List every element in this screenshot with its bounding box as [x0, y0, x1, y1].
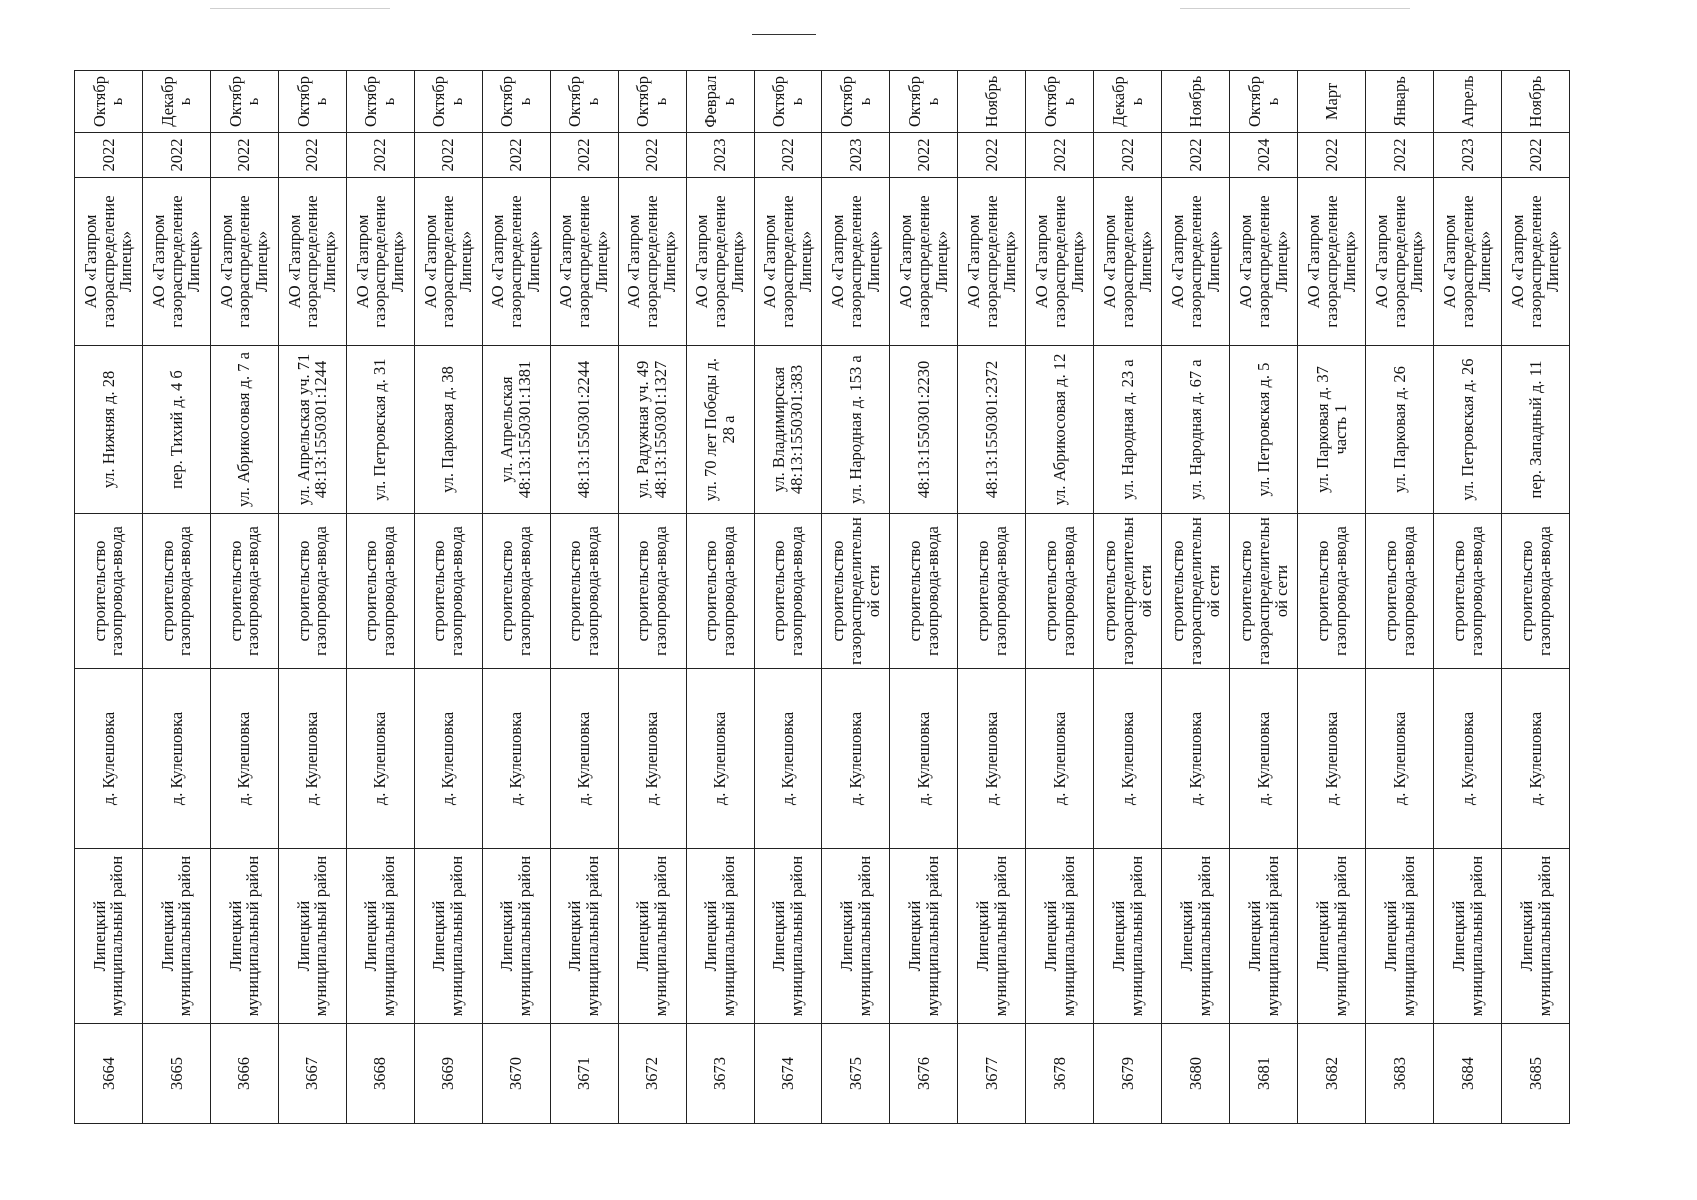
- table-row: [686, 71, 754, 1124]
- work-type-cell: строительство газопровода-ввода: [1502, 514, 1570, 669]
- table-row: [482, 71, 550, 1124]
- organization-cell: АО «Газпром газораспределение Липецк»: [210, 178, 278, 346]
- work-type-cell: строительство газопровода-ввода: [1366, 514, 1434, 669]
- organization-cell: АО «Газпром газораспределение Липецк»: [75, 178, 143, 346]
- month-cell: Октябрь: [890, 71, 958, 133]
- organization-cell: АО «Газпром газораспределение Липецк»: [1502, 178, 1570, 346]
- table-row: [1230, 71, 1298, 1124]
- row-number-cell: 3679: [1094, 1024, 1162, 1124]
- locality-cell: д. Кулешовка: [278, 669, 346, 849]
- address-cell: ул. Парковая д. 37 часть 1: [1298, 346, 1366, 514]
- district-cell: Липецкий муниципальный район: [1366, 849, 1434, 1024]
- organization-cell: АО «Газпром газораспределение Липецк»: [550, 178, 618, 346]
- address-cell: ул. Абрикосовая д. 12: [1026, 346, 1094, 514]
- work-type-cell: строительство газопровода-ввода: [278, 514, 346, 669]
- month-cell: Ноябрь: [958, 71, 1026, 133]
- row-number-cell: 3676: [890, 1024, 958, 1124]
- row-number-cell: 3681: [1230, 1024, 1298, 1124]
- organization-cell: АО «Газпром газораспределение Липецк»: [1094, 178, 1162, 346]
- month-cell: Октябрь: [754, 71, 822, 133]
- month-cell: Октябрь: [482, 71, 550, 133]
- organization-cell: АО «Газпром газораспределение Липецк»: [754, 178, 822, 346]
- month-cell: Декабрь: [1094, 71, 1162, 133]
- organization-cell: АО «Газпром газораспределение Липецк»: [142, 178, 210, 346]
- district-cell: Липецкий муниципальный район: [346, 849, 414, 1024]
- row-number-cell: 3669: [414, 1024, 482, 1124]
- row-number-cell: 3675: [822, 1024, 890, 1124]
- year-cell: 2022: [346, 133, 414, 178]
- year-cell: 2024: [1230, 133, 1298, 178]
- locality-cell: д. Кулешовка: [550, 669, 618, 849]
- address-cell: ул. 70 лет Победы д. 28 а: [686, 346, 754, 514]
- work-type-cell: строительство газопровода-ввода: [550, 514, 618, 669]
- district-cell: Липецкий муниципальный район: [1230, 849, 1298, 1024]
- locality-cell: д. Кулешовка: [958, 669, 1026, 849]
- address-cell: ул. Петровская д. 31: [346, 346, 414, 514]
- district-cell: Липецкий муниципальный район: [1162, 849, 1230, 1024]
- month-cell: Октябрь: [1026, 71, 1094, 133]
- work-type-cell: строительство газопровода-ввода: [890, 514, 958, 669]
- month-cell: Октябрь: [346, 71, 414, 133]
- month-cell: Октябрь: [278, 71, 346, 133]
- locality-cell: д. Кулешовка: [822, 669, 890, 849]
- year-cell: 2022: [890, 133, 958, 178]
- year-cell: 2022: [754, 133, 822, 178]
- table-row: [550, 71, 618, 1124]
- district-cell: Липецкий муниципальный район: [414, 849, 482, 1024]
- table-row: [346, 71, 414, 1124]
- organization-cell: АО «Газпром газораспределение Липецк»: [414, 178, 482, 346]
- locality-cell: д. Кулешовка: [75, 669, 143, 849]
- year-cell: 2022: [1502, 133, 1570, 178]
- address-cell: ул. Народная д. 67 а: [1162, 346, 1230, 514]
- address-cell: ул. Парковая д. 26: [1366, 346, 1434, 514]
- month-cell: Март: [1298, 71, 1366, 133]
- row-number-cell: 3671: [550, 1024, 618, 1124]
- scan-artifact-line: [1180, 8, 1410, 9]
- district-cell: Липецкий муниципальный район: [278, 849, 346, 1024]
- row-number-cell: 3668: [346, 1024, 414, 1124]
- month-cell: Декабрь: [142, 71, 210, 133]
- organization-cell: АО «Газпром газораспределение Липецк»: [822, 178, 890, 346]
- organization-cell: АО «Газпром газораспределение Липецк»: [1366, 178, 1434, 346]
- locality-cell: д. Кулешовка: [890, 669, 958, 849]
- work-type-cell: строительство газопровода-ввода: [686, 514, 754, 669]
- work-type-cell: строительство газораспределительной сети: [1094, 514, 1162, 669]
- month-cell: Октябрь: [75, 71, 143, 133]
- year-cell: 2022: [550, 133, 618, 178]
- address-cell: 48:13:1550301:2230: [890, 346, 958, 514]
- locality-cell: д. Кулешовка: [1230, 669, 1298, 849]
- organization-cell: АО «Газпром газораспределение Липецк»: [958, 178, 1026, 346]
- district-cell: Липецкий муниципальный район: [210, 849, 278, 1024]
- work-type-cell: строительство газопровода-ввода: [210, 514, 278, 669]
- row-number-cell: 3670: [482, 1024, 550, 1124]
- address-cell: ул. Радужная уч. 49 48:13:1550301:1327: [618, 346, 686, 514]
- locality-cell: д. Кулешовка: [482, 669, 550, 849]
- month-cell: Октябрь: [822, 71, 890, 133]
- table-row: [822, 71, 890, 1124]
- month-cell: Апрель: [1434, 71, 1502, 133]
- year-cell: 2023: [1434, 133, 1502, 178]
- work-type-cell: строительство газораспределительной сети: [1230, 514, 1298, 669]
- work-type-cell: строительство газораспределительной сети: [1162, 514, 1230, 669]
- month-cell: Ноябрь: [1502, 71, 1570, 133]
- organization-cell: АО «Газпром газораспределение Липецк»: [686, 178, 754, 346]
- work-type-cell: строительство газопровода-ввода: [958, 514, 1026, 669]
- address-cell: ул. Народная д. 23 а: [1094, 346, 1162, 514]
- locality-cell: д. Кулешовка: [1502, 669, 1570, 849]
- table-row: [618, 71, 686, 1124]
- year-cell: 2022: [142, 133, 210, 178]
- month-cell: Октябрь: [414, 71, 482, 133]
- district-cell: Липецкий муниципальный район: [618, 849, 686, 1024]
- district-cell: Липецкий муниципальный район: [686, 849, 754, 1024]
- table-row: [1026, 71, 1094, 1124]
- row-number-cell: 3673: [686, 1024, 754, 1124]
- work-type-cell: строительство газопровода-ввода: [414, 514, 482, 669]
- work-type-cell: строительство газопровода-ввода: [1298, 514, 1366, 669]
- table-row: [1434, 71, 1502, 1124]
- district-cell: Липецкий муниципальный район: [822, 849, 890, 1024]
- address-cell: ул. Народная д. 153 а: [822, 346, 890, 514]
- month-cell: Октябрь: [550, 71, 618, 133]
- work-type-cell: строительство газопровода-ввода: [618, 514, 686, 669]
- locality-cell: д. Кулешовка: [346, 669, 414, 849]
- year-cell: 2022: [1366, 133, 1434, 178]
- address-cell: пер. Тихий д. 4 б: [142, 346, 210, 514]
- locality-cell: д. Кулешовка: [210, 669, 278, 849]
- table-row: [958, 71, 1026, 1124]
- table-row: [142, 71, 210, 1124]
- row-number-cell: 3665: [142, 1024, 210, 1124]
- page-top-mark: [752, 34, 816, 35]
- table-body: [75, 71, 1570, 1124]
- row-number-cell: 3667: [278, 1024, 346, 1124]
- locality-cell: д. Кулешовка: [618, 669, 686, 849]
- table-row: [754, 71, 822, 1124]
- address-cell: ул. Петровская д. 26: [1434, 346, 1502, 514]
- district-cell: Липецкий муниципальный район: [482, 849, 550, 1024]
- organization-cell: АО «Газпром газораспределение Липецк»: [1026, 178, 1094, 346]
- organization-cell: АО «Газпром газораспределение Липецк»: [618, 178, 686, 346]
- locality-cell: д. Кулешовка: [1366, 669, 1434, 849]
- work-type-cell: строительство газопровода-ввода: [1434, 514, 1502, 669]
- locality-cell: д. Кулешовка: [1162, 669, 1230, 849]
- row-number-cell: 3677: [958, 1024, 1026, 1124]
- row-number-cell: 3672: [618, 1024, 686, 1124]
- district-cell: Липецкий муниципальный район: [1094, 849, 1162, 1024]
- work-type-cell: строительство газопровода-ввода: [754, 514, 822, 669]
- table-row: [210, 71, 278, 1124]
- year-cell: 2023: [822, 133, 890, 178]
- address-cell: ул. Парковая д. 38: [414, 346, 482, 514]
- month-cell: Январь: [1366, 71, 1434, 133]
- locality-cell: д. Кулешовка: [754, 669, 822, 849]
- table-row: [890, 71, 958, 1124]
- organization-cell: АО «Газпром газораспределение Липецк»: [1162, 178, 1230, 346]
- organization-cell: АО «Газпром газораспределение Липецк»: [1230, 178, 1298, 346]
- year-cell: 2022: [278, 133, 346, 178]
- table-row: [1366, 71, 1434, 1124]
- table-row: [1502, 71, 1570, 1124]
- month-cell: Октябрь: [618, 71, 686, 133]
- district-cell: Липецкий муниципальный район: [754, 849, 822, 1024]
- year-cell: 2022: [1026, 133, 1094, 178]
- locality-cell: д. Кулешовка: [1094, 669, 1162, 849]
- organization-cell: АО «Газпром газораспределение Липецк»: [346, 178, 414, 346]
- address-cell: ул. Петровская д. 5: [1230, 346, 1298, 514]
- address-cell: пер. Западный д. 11: [1502, 346, 1570, 514]
- address-cell: ул. Апрельская 48:13:1550301:1381: [482, 346, 550, 514]
- address-cell: ул. Владимирская 48:13:1550301:383: [754, 346, 822, 514]
- year-cell: 2022: [1162, 133, 1230, 178]
- district-cell: Липецкий муниципальный район: [1026, 849, 1094, 1024]
- table-row: [414, 71, 482, 1124]
- scan-artifact-line: [210, 8, 390, 9]
- row-number-cell: 3664: [75, 1024, 143, 1124]
- rotated-page: [74, 71, 1570, 1124]
- table-row: [1094, 71, 1162, 1124]
- row-number-cell: 3674: [754, 1024, 822, 1124]
- row-number-cell: 3683: [1366, 1024, 1434, 1124]
- row-number-cell: 3682: [1298, 1024, 1366, 1124]
- locality-cell: д. Кулешовка: [1434, 669, 1502, 849]
- locality-cell: д. Кулешовка: [1026, 669, 1094, 849]
- address-cell: ул. Нижняя д. 28: [75, 346, 143, 514]
- work-type-cell: строительство газопровода-ввода: [1026, 514, 1094, 669]
- district-cell: Липецкий муниципальный район: [142, 849, 210, 1024]
- year-cell: 2022: [482, 133, 550, 178]
- address-cell: ул. Абрикосовая д. 7 а: [210, 346, 278, 514]
- locality-cell: д. Кулешовка: [686, 669, 754, 849]
- year-cell: 2022: [414, 133, 482, 178]
- row-number-cell: 3685: [1502, 1024, 1570, 1124]
- work-type-cell: строительство газопровода-ввода: [142, 514, 210, 669]
- row-number-cell: 3684: [1434, 1024, 1502, 1124]
- row-number-cell: 3666: [210, 1024, 278, 1124]
- district-cell: Липецкий муниципальный район: [1502, 849, 1570, 1024]
- district-cell: Липецкий муниципальный район: [958, 849, 1026, 1024]
- gasification-schedule-table: [74, 70, 1570, 1124]
- organization-cell: АО «Газпром газораспределение Липецк»: [482, 178, 550, 346]
- work-type-cell: строительство газопровода-ввода: [346, 514, 414, 669]
- address-cell: 48:13:1550301:2244: [550, 346, 618, 514]
- month-cell: Ноябрь: [1162, 71, 1230, 133]
- district-cell: Липецкий муниципальный район: [890, 849, 958, 1024]
- work-type-cell: строительство газопровода-ввода: [482, 514, 550, 669]
- district-cell: Липецкий муниципальный район: [1434, 849, 1502, 1024]
- organization-cell: АО «Газпром газораспределение Липецк»: [1298, 178, 1366, 346]
- organization-cell: АО «Газпром газораспределение Липецк»: [1434, 178, 1502, 346]
- year-cell: 2022: [210, 133, 278, 178]
- locality-cell: д. Кулешовка: [1298, 669, 1366, 849]
- table-row: [278, 71, 346, 1124]
- table-row: [1162, 71, 1230, 1124]
- month-cell: Октябрь: [1230, 71, 1298, 133]
- district-cell: Липецкий муниципальный район: [1298, 849, 1366, 1024]
- row-number-cell: 3678: [1026, 1024, 1094, 1124]
- locality-cell: д. Кулешовка: [414, 669, 482, 849]
- year-cell: 2022: [1298, 133, 1366, 178]
- table-row: [75, 71, 143, 1124]
- district-cell: Липецкий муниципальный район: [550, 849, 618, 1024]
- address-cell: 48:13:1550301:2372: [958, 346, 1026, 514]
- table-row: [1298, 71, 1366, 1124]
- district-cell: Липецкий муниципальный район: [75, 849, 143, 1024]
- work-type-cell: строительство газопровода-ввода: [75, 514, 143, 669]
- year-cell: 2023: [686, 133, 754, 178]
- locality-cell: д. Кулешовка: [142, 669, 210, 849]
- row-number-cell: 3680: [1162, 1024, 1230, 1124]
- work-type-cell: строительство газораспределительной сети: [822, 514, 890, 669]
- year-cell: 2022: [1094, 133, 1162, 178]
- organization-cell: АО «Газпром газораспределение Липецк»: [278, 178, 346, 346]
- organization-cell: АО «Газпром газораспределение Липецк»: [890, 178, 958, 346]
- year-cell: 2022: [958, 133, 1026, 178]
- month-cell: Октябрь: [210, 71, 278, 133]
- year-cell: 2022: [75, 133, 143, 178]
- year-cell: 2022: [618, 133, 686, 178]
- month-cell: Февраль: [686, 71, 754, 133]
- address-cell: ул. Апрельская уч. 71 48:13:1550301:1244: [278, 346, 346, 514]
